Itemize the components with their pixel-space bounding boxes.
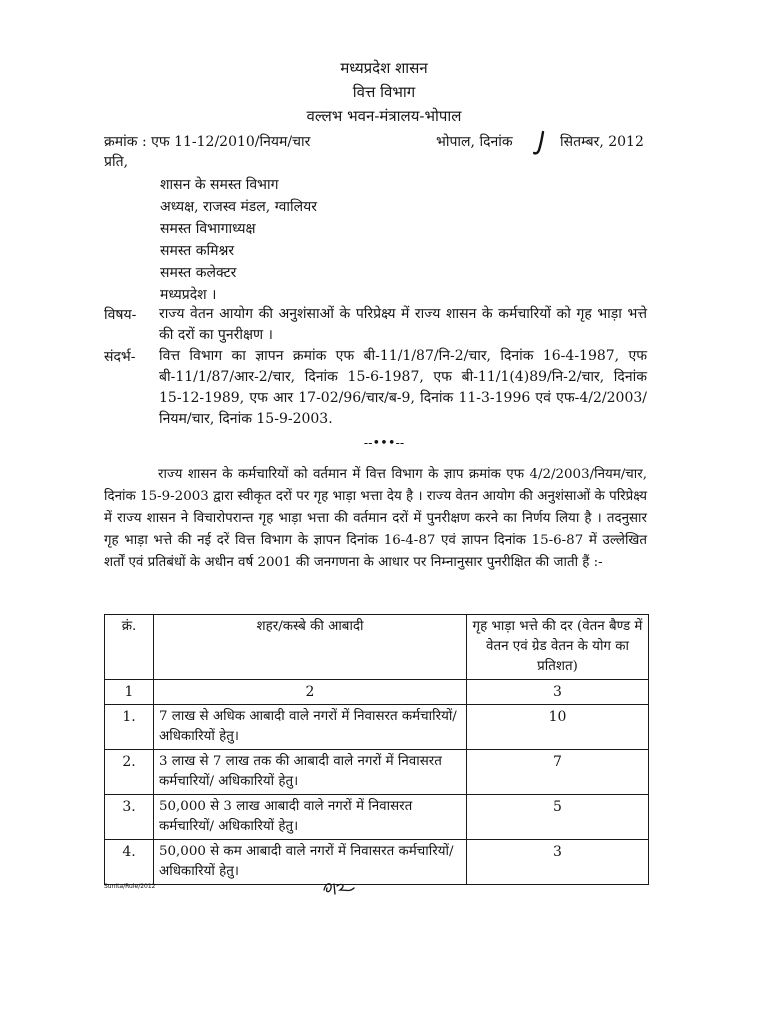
row-rate: 7: [467, 750, 649, 795]
handwritten-date-mark: [533, 130, 547, 156]
addressee: समस्त कमिश्नर: [160, 243, 235, 259]
order-number: क्रमांक : एफ 11-12/2010/नियम/चार: [104, 134, 311, 150]
place-date-prefix: भोपाल, दिनांक: [436, 134, 513, 150]
header-rate: गृह भाड़ा भत्ते की दर (वेतन बैण्ड में वेतन एवं ग्रेड वेतन के योग का प्रतिशत): [467, 615, 649, 680]
hra-rate-table: [104, 614, 649, 885]
table-row: [105, 705, 649, 750]
row-population: 50,000 से 3 लाख आबादी वाले नगरों में निवासरत कर्मचारियों/ अधिकारियों हेतु।: [154, 795, 467, 840]
file-reference-code: Sunita/Rule/2012: [104, 883, 156, 890]
reference-text: वित्त विभाग का ज्ञापन क्रमांक एफ बी-11/1/87/नि-2/चार, दिनांक 16-4-1987, एफ बी-11/1/87/आर-2/चार, दिनांक 15-6-1987, एफ बी-11/1(4)89/नि-2/चार, दिनांक 15-12-1989, एफ आर 17-02/96/चार/ब-9, दिनांक 11-3-1996 एवं एफ-4/2/2003/नियम/चार, दिनांक 15-9-2003.: [159, 348, 647, 427]
addressee: शासन के समस्त विभाग: [160, 177, 279, 193]
office-address: वल्लभ भवन-मंत्रालय-भोपाल: [306, 107, 462, 125]
separator: --•••--: [363, 436, 405, 451]
addressee: समस्त कलेक्टर: [160, 265, 237, 281]
addressee: अध्यक्ष, राजस्व मंडल, ग्वालियर: [160, 199, 318, 215]
column-number: 1: [105, 680, 154, 705]
column-number: 2: [154, 680, 467, 705]
row-population: 7 लाख से अधिक आबादी वाले नगरों में निवासरत कर्मचारियों/ अधिकारियों हेतु।: [154, 705, 467, 750]
body-paragraph: राज्य शासन के कर्मचारियों को वर्तमान में वित्त विभाग के ज्ञाप क्रमांक एफ 4/2/2003/नियम/चार, दिनांक 15-9-2003 द्वारा स्वीकृत दरों पर गृह भाड़ा भत्ता देय है । राज्य वेतन आयोग की अनुशंसाओं के परिप्रेक्ष्य में राज्य शासन ने विचारोपरान्त गृह भाड़ा भत्ता की वर्तमान दरों में पुनरीक्षण करने का निर्णय लिया है । तदनुसार गृह भाड़ा भत्ते की नई दरें वित्त विभाग के ज्ञापन दिनांक 16-4-87 एवं ज्ञापन दिनांक 15-6-87 में उल्लेखित शर्तों एवं प्रतिबंधों के अधीन वर्ष 2001 की जनगणना के आधार पर निम्नानुसार पुनरीक्षित की जाती हैं :-: [104, 467, 647, 570]
table-row: [105, 750, 649, 795]
initials-signature: [322, 878, 356, 898]
row-rate: 3: [467, 840, 649, 885]
addressee: मध्यप्रदेश ।: [160, 287, 217, 303]
table-row: [105, 795, 649, 840]
row-rate: 5: [467, 795, 649, 840]
header-sno: क्रं.: [105, 615, 154, 680]
row-sno: 1.: [105, 705, 154, 750]
header-population: शहर/कस्बे की आबादी: [154, 615, 467, 680]
subject-label: विषय-: [104, 307, 137, 323]
table-header-row: [105, 615, 649, 680]
department-title: वित्त विभाग: [352, 83, 416, 101]
subject-text: राज्य वेतन आयोग की अनुशंसाओं के परिप्रेक्ष्य में राज्य शासन के कर्मचारियों को गृह भाड़ा भत्ते की दरों का पुनरीक्षण ।: [159, 306, 647, 343]
row-population: 3 लाख से 7 लाख तक की आबादी वाले नगरों में निवासरत कर्मचारियों/ अधिकारियों हेतु।: [154, 750, 467, 795]
row-sno: 2.: [105, 750, 154, 795]
reference-label: संदर्भ-: [104, 349, 136, 365]
govt-title: मध्यप्रदेश शासन: [340, 59, 428, 77]
table-row: [105, 840, 649, 885]
addressee: समस्त विभागाध्यक्ष: [160, 221, 256, 237]
column-number: 3: [467, 680, 649, 705]
date-suffix: सितम्बर, 2012: [560, 134, 644, 150]
row-sno: 4.: [105, 840, 154, 885]
row-rate: 10: [467, 705, 649, 750]
row-sno: 3.: [105, 795, 154, 840]
to-label: प्रति,: [104, 154, 129, 170]
column-number-row: [105, 680, 649, 705]
row-population: 50,000 से कम आबादी वाले नगरों में निवासरत कर्मचारियों/ अधिकारियों हेतु।: [154, 840, 467, 885]
